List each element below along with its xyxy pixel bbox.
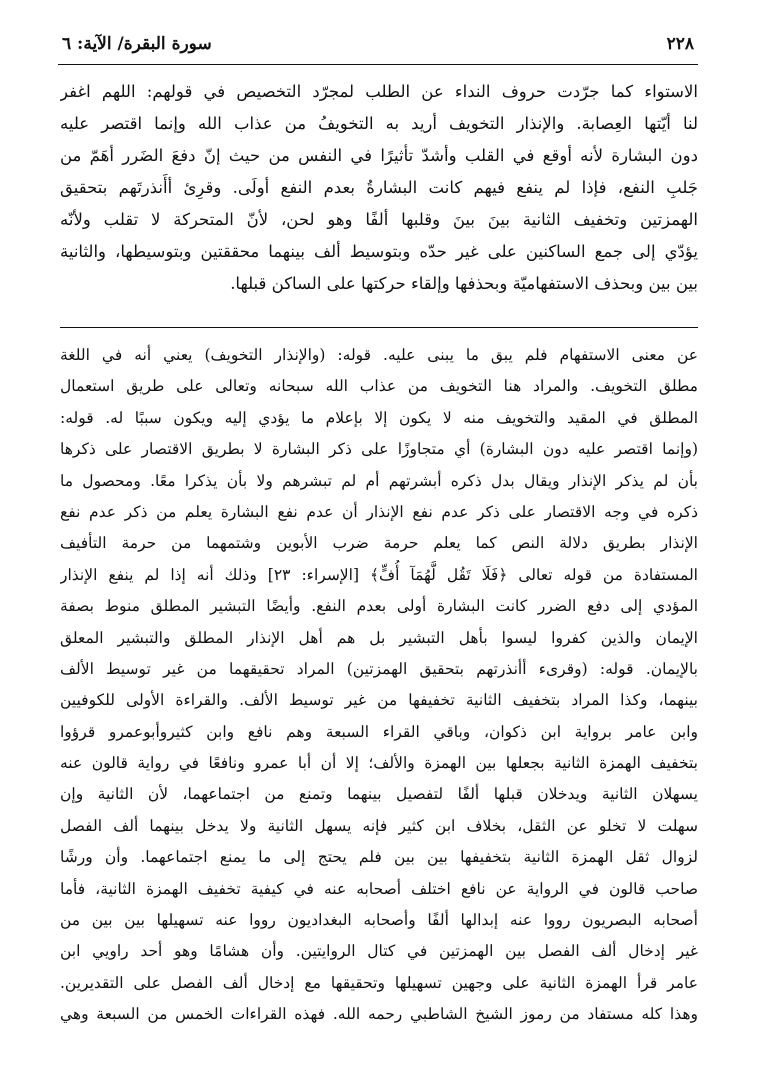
commentary-block xyxy=(60,340,698,1031)
main-text-line: دون البشارة لأنه أوقع في القلب وأشدّ تأثيرًا في النفس من حيث إنّ دفعَ الضَرر أهَمّ من xyxy=(60,146,698,165)
main-text-line: جَلبِ النفع، فإذا لم ينفع فيهم كانت البشارةُ بعدم النفع أولَى. وقرِئ أأَنذرتَهم بتحقيق xyxy=(60,178,698,197)
main-text-line: يؤدّي إلى جمع الساكنين على غير حدّه وبتوسيط ألف بينهما محققتين وبتوسيطها، والثانية xyxy=(60,242,698,261)
main-text-line: الهمزتين وتخفيف الثانية بينَ بينَ وقلبها ألفًا وهو لحن، لأنّ المتحركة لا تقلب ولأنّه xyxy=(60,210,698,229)
commentary-line: عن معنى الاستفهام فلم يبق ما يبنى عليه. قوله: (والإنذار التخويف) يعني أنه في اللغة xyxy=(60,346,698,364)
page-number: ٢٢٨ xyxy=(666,34,694,54)
commentary-line: وابن عامر برواية ابن ذكوان، وباقي القراء السبعة وهم نافع وابن كثيروأبوعمرو قرؤوا xyxy=(60,722,698,741)
commentary-line: يسهلان الثانية ويدخلان قبلها ألفًا لتفصيل بينهما وتمنع من اجتماعهما، لأن الثانية وإن xyxy=(60,785,698,804)
main-text-line: لنا أيّتها العِصابة. والإنذار التخويف أريد به التخويفُ من عذاب الله وإنما اقتصر عليه xyxy=(60,114,698,133)
commentary-line: المؤدي إلى دفع الضرر كانت البشارة أولى بعدم النفع. وأيضًا التبشير المطلق منوط بصفة xyxy=(60,597,698,616)
commentary-line: عامر قرأ الهمزة الثانية على وجهين تسهيلها وتحقيقها مع إدخال ألف الفصل على التقديرين. xyxy=(60,973,698,992)
commentary-line: ذكره في وجه الاقتصار على ذكر عدم نفع الإنذار أن عدم نفع البشارة يعلم من ذكر عدم نفع xyxy=(60,502,698,521)
main-text-line: الاستواء كما جرّدت حروف النداء عن الطلب لمجرّد التخصيص في قولهم: اللهم اغفر xyxy=(60,82,698,101)
commentary-line: بأن لم يذكر الإنذار ويقال بدل ذكره أبشرتهم أم لم تبشرهم ولا بأن يذكرا معًا. ومحصول ما xyxy=(60,471,698,490)
commentary-line: الإيمان والذين كفروا ليسوا بأهل التبشير بل هم أهل الإنذار المطلق والتبشير المعلق xyxy=(60,628,698,647)
commentary-line: غير إدخال ألف الفصل بين الهمزتين في كتال الروايتين. وأن هشامًا وهو أحد راويي ابن xyxy=(60,942,698,961)
commentary-line: سهلت لا تخلو عن الثقل، بخلاف ابن كثير فإنه يسهل الثانية ولا يدخل بينهما ألف الفصل xyxy=(60,816,698,835)
commentary-line: بتخفيف الهمزة الثانية بجعلها بين الهمزة والألف؛ إلا أن أبا عمرو ونافعًا في رواية قالون عنه xyxy=(60,754,698,773)
commentary-line: المستفادة من قوله تعالى ﴿فَلَا تَقُل لَّهُمَآ أُفٍّ﴾ [الإسراء: ٢٣] وذلك أنه إذا لم ينفع الإنذار xyxy=(60,565,698,584)
main-text-block xyxy=(60,76,698,300)
commentary-line: المطلق في المقيد والتخويف منه لا يكون إلا بإعلام ما يؤدي إليه ويكون سببًا له. قوله: xyxy=(60,408,698,427)
commentary-line: الإنذار بطريق دلالة النص كما يعلم حرمة ضرب الأبوين وشتمهما من حرمة التأفيف xyxy=(60,534,698,553)
section-divider xyxy=(60,327,698,328)
commentary-line: بينهما، وكذا المراد بتخفيف الثانية تخفيفها من غير توسيط الألف. والقراءة الأولى للكوفيين xyxy=(60,691,698,710)
commentary-line: أصحابه البصريون رووا عنه إبدالها ألفًا وأصحابه البغداديون رووا عنه تسهيلها بين بين من xyxy=(60,911,698,930)
commentary-line: صاحب قالون في الرواية عن نافع اختلف أصحابه عنه في كيفية تخفيف الهمزة الثانية، فأما xyxy=(60,879,698,898)
running-title: سورة البقرة/ الآية: ٦ xyxy=(62,34,212,54)
page-header xyxy=(58,30,698,65)
main-text-line: بين بين وبحذف الاستفهاميّة وبحذفها وإلقاء حركتها على الساكن قبلها. xyxy=(230,274,698,293)
commentary-line: (وإنما اقتصر عليه دون البشارة) أي متجاوزًا على ذكر البشارة لا بطريق الاقتصار على ذكرها xyxy=(60,440,698,459)
commentary-line: لزوال ثقل الهمزة الثانية بتخفيفها بين بين فلم يحتج إلى ما يمنع اجتماعهما. وأن ورشًا xyxy=(60,848,698,867)
commentary-line: وهذا كله مستفاد من رموز الشيخ الشاطبي رحمه الله. فهذه القراءات الخمس من السبعة وهي xyxy=(60,1005,698,1024)
commentary-line: بالإيمان. قوله: (وقرىء أأنذرتهم بتحقيق الهمزتين) المراد تحقيقهما من غير توسيط الألف xyxy=(60,659,698,678)
commentary-line: مطلق التخويف. والمراد هنا التخويف من عذاب الله سبحانه وتعالى على طريق استعمال xyxy=(60,377,698,396)
